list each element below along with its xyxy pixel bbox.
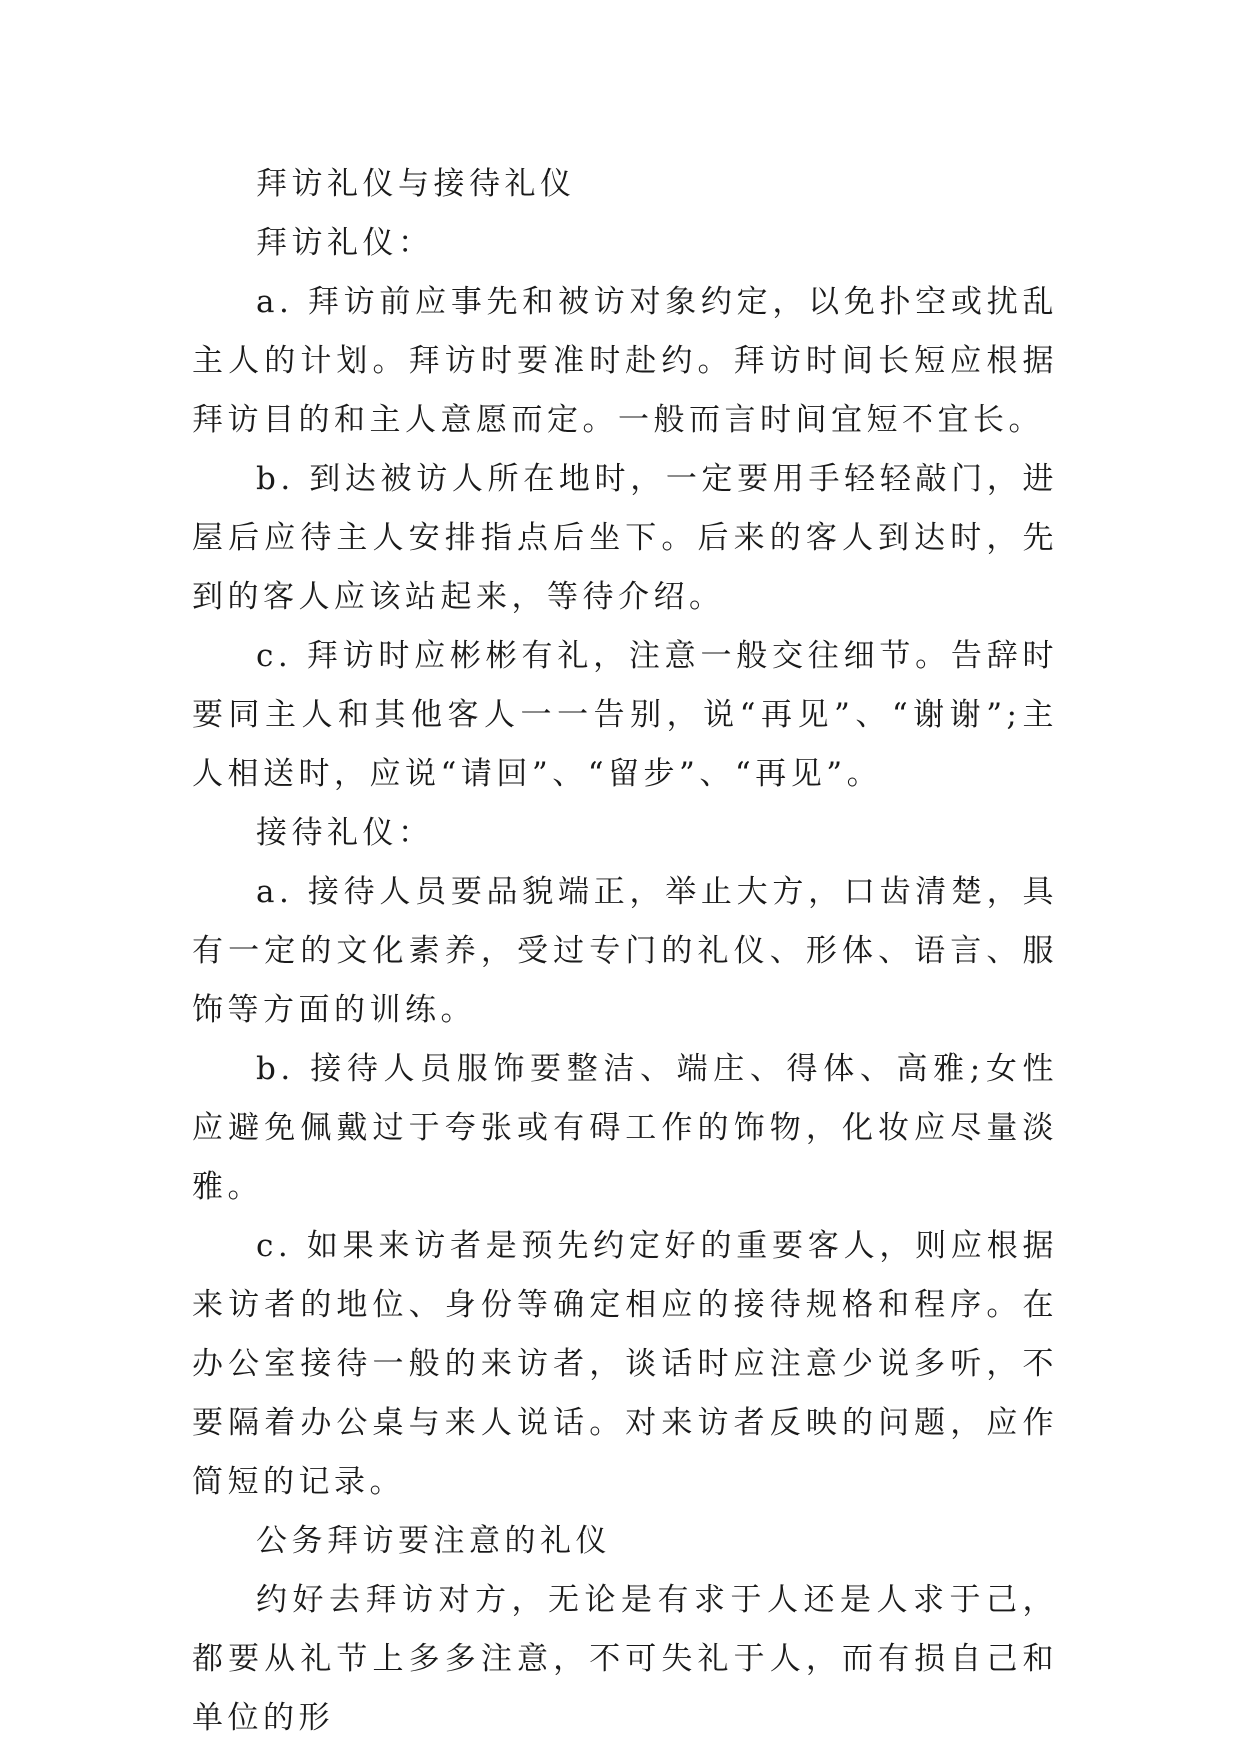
document-body — [192, 155, 1058, 1748]
paragraph-official-visit: 约好去拜访对方，无论是有求于人还是人求于己，都要从礼节上多多注意，不可失礼于人，而有损自己和单位的形 — [192, 1582, 1058, 1736]
section-heading-visit: 拜访礼仪： — [256, 225, 434, 261]
section-heading-reception: 接待礼仪： — [256, 815, 434, 851]
paragraph-reception-b: b. 接待人员服饰要整洁、端庄、得体、高雅;女性应避免佩戴过于夸张或有碍工作的饰物，化妆应尽量淡雅。 — [192, 1051, 1058, 1205]
document-title: 拜访礼仪与接待礼仪 — [256, 166, 576, 202]
paragraph-visit-b: b. 到达被访人所在地时，一定要用手轻轻敲门，进屋后应待主人安排指点后坐下。后来的客人到达时，先到的客人应该站起来，等待介绍。 — [192, 461, 1058, 615]
paragraph-reception-a: a. 接待人员要品貌端正，举止大方，口齿清楚，具有一定的文化素养，受过专门的礼仪、形体、语言、服饰等方面的训练。 — [192, 874, 1058, 1028]
paragraph-visit-c: c. 拜访时应彬彬有礼，注意一般交往细节。告辞时要同主人和其他客人一一告别，说“再见”、“谢谢”;主人相送时，应说“请回”、“留步”、“再见”。 — [192, 638, 1058, 792]
section-heading-official-visit: 公务拜访要注意的礼仪 — [256, 1523, 611, 1559]
paragraph-visit-a: a. 拜访前应事先和被访对象约定，以免扑空或扰乱主人的计划。拜访时要准时赴约。拜访时间长短应根据拜访目的和主人意愿而定。一般而言时间宜短不宜长。 — [192, 284, 1058, 438]
paragraph-reception-c: c. 如果来访者是预先约定好的重要客人，则应根据来访者的地位、身份等确定相应的接待规格和程序。在办公室接待一般的来访者，谈话时应注意少说多听，不要隔着办公桌与来人说话。对来访者反映的问题，应作简短的记录。 — [192, 1228, 1058, 1500]
